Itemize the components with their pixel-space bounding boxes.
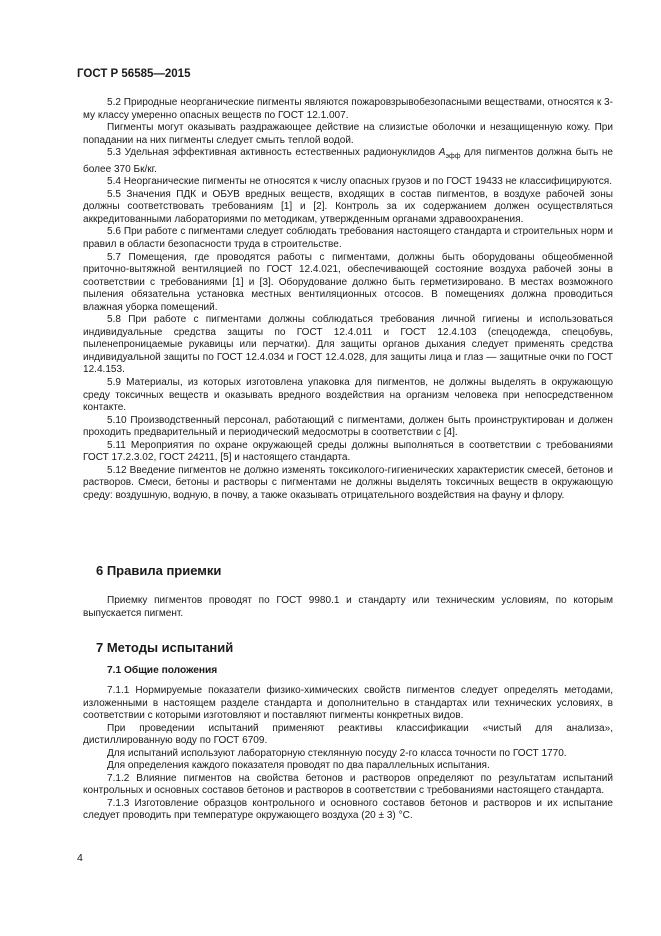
paragraph-5-6: 5.6 При работе с пигментами следует соблюдать требования настоящего стандарта и строительных норм и правил в области безопасности труда в строительстве. (83, 226, 613, 251)
paragraph-5-11: 5.11 Мероприятия по охране окружающей среды должны выполняться в соответствии с требованиями ГОСТ 17.2.3.02, ГОСТ 24211, [5] и настоящего стандарта. (83, 439, 613, 464)
paragraph-5-2: 5.2 Природные неорганические пигменты являются пожаровзрывобезопасными веществами, относятся к 3-му классу умеренно опасных веществ по ГОСТ 12.1.007. (83, 97, 613, 121)
paragraph-5-10: 5.10 Производственный персонал, работающий с пигментами, должен быть проинструктирован и должен проходить предварительный и периодический медосмотры в соответствии с [4]. (83, 414, 613, 439)
paragraph-5-4: 5.4 Неорганические пигменты не относятся к числу опасных грузов и по ГОСТ 19433 не классифицируются. (107, 176, 612, 188)
page-number: 4 (77, 852, 83, 864)
section-7-1-heading: 7.1 Общие положения (107, 665, 218, 676)
paragraph-6: Приемку пигментов проводят по ГОСТ 9980.1 и стандарту или техническим условиям, по которым выпускается пигмент. (83, 595, 613, 619)
section-5-text (83, 97, 613, 503)
paragraph-7-1-2: 7.1.2 Влияние пигментов на свойства бетонов и растворов определяют по результатам испытаний контрольных и основных составов бетонов и растворов в соответствии с требованиями настоящего стандарта. (83, 772, 613, 797)
paragraph-5-7: 5.7 Помещения, где проводятся работы с пигментами, должны быть оборудованы общеобменной приточно-вытяжной вентиляцией по ГОСТ 12.4.021, обеспечивающей состояние воздуха рабочей зоны в соответствии с требованиями [1] и [3]. Оборудование должно быть герметизировано. В местах возможного пыления обязательна установка местных вентиляционных отсосов. В помещениях должна проводиться влажная уборка помещений. (83, 251, 613, 313)
section-6-heading: 6 Правила приемки (96, 563, 222, 578)
paragraph-5-12: 5.12 Введение пигментов не должно изменять токсиколого-гигиенических характеристик смесей, бетонов и растворов. Смеси, бетоны и растворы с пигментами не должны выделять токсичных веществ в окружающую среду: воздушную, водную, в почву, а также оказывать отрицательного воздействия на фауну и флору. (83, 464, 613, 501)
paragraph-7-1-1: 7.1.1 Нормируемые показатели физико-химических свойств пигментов следует определять методами, изложенными в настоящем разделе стандарта и дополнительно в стандартах или технических условиях, в соответствии с которыми изготовляют и поставляют пигменты конкретных видов. (83, 685, 613, 722)
paragraph-5-5: 5.5 Значения ПДК и ОБУВ вредных веществ, входящих в состав пигментов, в воздухе рабочей зоны должны соответствовать требованиям [1] и [2]. Контроль за их содержанием должен осуществляться аккредитованными лабораториями по методикам, утвержденным органами здравоохранения. (83, 188, 613, 225)
paragraph-5-9: 5.9 Материалы, из которых изготовлена упаковка для пигментов, не должны выделять в окружающую среду токсичных веществ и оказывать вредного воздействия на организм человека при непосредственном контакте. (83, 377, 613, 414)
paragraph-5-2-note: Пигменты могут оказывать раздражающее действие на слизистые оболочки и незащищенную кожу. При попадании на них пигменты следует смыть теплой водой. (83, 122, 613, 146)
paragraph-5-3: 5.3 Удельная эффективная активность естественных радионуклидов $А_{эфф}$ для пигментов должна быть не более 370 Бк/кг. (83, 147, 613, 175)
paragraph-7-1-1-glassware: Для испытаний используют лабораторную стеклянную посуду 2-го класса точности по ГОСТ 1770. (107, 747, 567, 759)
section-7-heading: 7 Методы испытаний (96, 640, 234, 655)
section-6-text (83, 595, 613, 620)
paragraph-7-1-1-reagents: При проведении испытаний применяют реактивы классификации «чистый для анализа», дистиллированную воду по ГОСТ 6709. (83, 722, 613, 747)
document-header: ГОСТ Р 56585—2015 (77, 68, 191, 80)
paragraph-7-1-3: 7.1.3 Изготовление образцов контрольного и основного составов бетонов и растворов и их испытание следует проводить при температуре окружающего воздуха (20 ± 3) °С. (83, 797, 613, 822)
section-7-text (83, 685, 613, 823)
paragraph-7-1-1-parallel: Для определения каждого показателя проводят по два параллельных испытания. (107, 760, 490, 772)
paragraph-5-8: 5.8 При работе с пигментами должны соблюдаться требования личной гигиены и использоваться индивидуальные средства защиты по ГОСТ 12.4.011 и ГОСТ 12.4.103 (спецодежда, спецобувь, пыленепроницаемые рукавицы или перчатки). Для защиты органов дыхания следует применять средства индивидуальной защиты по ГОСТ 12.4.034 и ГОСТ 12.4.028, для защиты лица и глаз — защитные очки по ГОСТ 12.4.153. (83, 314, 613, 376)
